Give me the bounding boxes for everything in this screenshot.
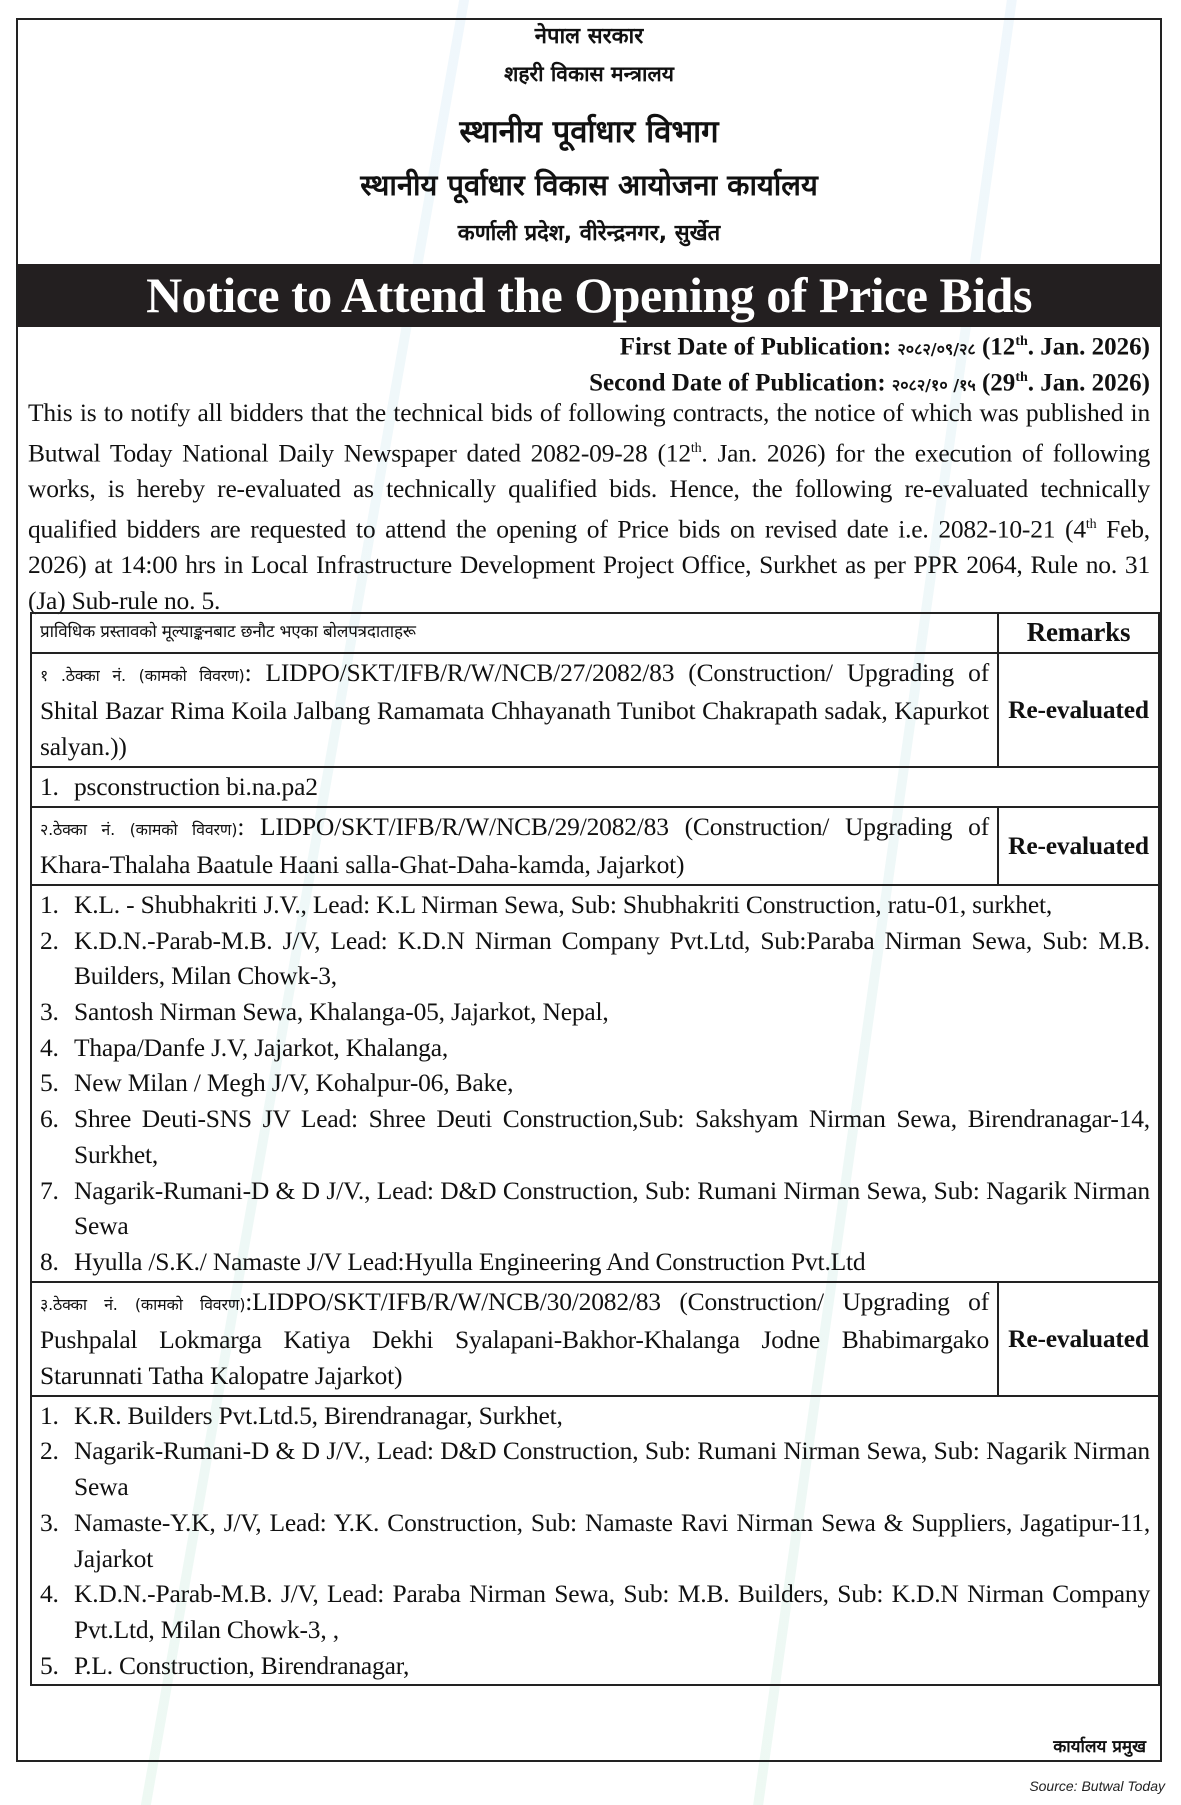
bidder-number: 3. xyxy=(40,997,59,1027)
bidder-name: Namaste-Y.K, J/V, Lead: Y.K. Construction, Sub: Namaste Ravi Nirman Sewa & Suppliers, Jagatipur-11, Jajarkot xyxy=(74,1507,1150,1573)
government-name: नेपाल सरकार xyxy=(534,24,644,49)
notice-title: Notice to Attend the Opening of Price Bids xyxy=(18,264,1160,327)
bidders-table xyxy=(30,612,1160,1686)
bidder-number: 8. xyxy=(40,1246,59,1276)
contract-text: :LIDPO/SKT/IFB/R/W/NCB/30/2082/83 (Construction/ Upgrading of Pushpalal Lokmarga Katiya Dekhi Syalapani-Bakhor-Khalanga Jodne Bhabimargako Starunnati Tatha Kalopatre Jajarkot) xyxy=(40,1286,989,1391)
bidder-name: Nagarik-Rumani-D & D J/V., Lead: D&D Construction, Sub: Rumani Nirman Sewa, Sub: Nagarik Nirman Sewa xyxy=(74,1175,1150,1241)
office-chief-signature: कार्यालय प्रमुख xyxy=(1053,1737,1146,1757)
bidder-name: Thapa/Danfe J.V, Jajarkot, Khalanga, xyxy=(74,1032,448,1062)
list-item xyxy=(40,887,1150,923)
header-bidders: प्राविधिक प्रस्तावको मूल्याङ्कनबाट छनौट भएका बोलपत्रदाताहरू xyxy=(31,613,998,653)
bidder-name: Shree Deuti-SNS JV Lead: Shree Deuti Construction,Sub: Sakshyam Nirman Sewa, Birendranagar-14, Surkhet, xyxy=(74,1104,1150,1169)
list-item xyxy=(40,994,1150,1030)
list-item xyxy=(40,1505,1150,1576)
table-header-row xyxy=(31,613,1159,653)
second-publication-date: Second Date of Publication: २०८२/१० /१५ (29th. Jan. 2026) xyxy=(589,369,1150,397)
bidder-name: K.D.N.-Parab-M.B. J/V, Lead: K.D.N Nirman Company Pvt.Ltd, Sub:Paraba Nirman Sewa, Sub: M.B. Builders, Milan Chowk-3, xyxy=(74,925,1150,991)
bidders-row xyxy=(31,1396,1159,1686)
bidder-number: 2. xyxy=(40,1436,59,1466)
department-name: स्थानीय पूर्वाधार विभाग xyxy=(459,114,719,150)
bidder-name: P.L. Construction, Birendranagar, xyxy=(74,1650,410,1680)
bidder-number: 5. xyxy=(40,1068,59,1098)
contract-row xyxy=(31,1282,1159,1396)
bidder-name: psconstruction bi.na.pa2 xyxy=(74,771,318,801)
list-item xyxy=(40,923,1150,994)
notice-frame xyxy=(16,18,1162,1762)
list-item xyxy=(40,1576,1150,1647)
bidders-row xyxy=(31,885,1159,1282)
ministry-name: शहरी विकास मन्त्रालय xyxy=(504,62,674,86)
list-item xyxy=(40,1173,1150,1244)
bidder-name: K.D.N.-Parab-M.B. J/V, Lead: Paraba Nirman Sewa, Sub: M.B. Builders, Sub: K.D.N Nirman Company Pvt.Ltd, Milan Chowk-3, , xyxy=(74,1579,1150,1644)
bidders-list-cell xyxy=(31,767,1159,807)
contract-remark: Re-evaluated xyxy=(998,653,1159,767)
contract-description xyxy=(31,1282,998,1396)
bidder-number: 5. xyxy=(40,1650,59,1680)
bidder-name: K.R. Builders Pvt.Ltd.5, Birendranagar, Surkhet, xyxy=(74,1400,563,1430)
list-item xyxy=(40,1065,1150,1101)
bidder-number: 3. xyxy=(40,1507,59,1537)
list-item xyxy=(40,1030,1150,1066)
bidder-number: 6. xyxy=(40,1104,59,1134)
bidder-number: 4. xyxy=(40,1032,59,1062)
list-item xyxy=(40,1244,1150,1280)
bidder-number: 1. xyxy=(40,1400,59,1430)
bidders-list-cell xyxy=(31,1396,1159,1686)
bidder-name: Santosh Nirman Sewa, Khalanga-05, Jajarkot, Nepal, xyxy=(74,997,609,1027)
bidder-name: New Milan / Megh J/V, Kohalpur-06, Bake, xyxy=(74,1068,514,1098)
bidders-list xyxy=(40,887,1150,1280)
contract-row xyxy=(31,653,1159,767)
notice-body: This is to notify all bidders that the technical bids of following contracts, the notice of which was published in Butwal Today National Daily Newspaper dated 2082-09-28 (12th. Jan. 2026) for the execution of following works, is hereby re-evaluated as technically qualified bids. Hence, the following re-evaluated technically qualified bidders are requested to attend the opening of Price bids on revised date i.e. 2082-10-21 (4th Feb, 2026) at 14:00 hrs in Local Infrastructure Development Project Office, Surkhet as per PPR 2064, Rule no. 31 (Ja) Sub-rule no. 5. xyxy=(28,398,1150,615)
contract-text: : LIDPO/SKT/IFB/R/W/NCB/27/2082/83 (Construction/ Upgrading of Shital Bazar Rima Koila Jalbang Ramamata Chhayanath Tunibot Chakrapath sadak, Kapurkot salyan.)) xyxy=(40,657,989,762)
bidder-name: K.L. - Shubhakriti J.V., Lead: K.L Nirman Sewa, Sub: Shubhakriti Construction, ratu-01, surkhet, xyxy=(74,889,1053,919)
bidders-list-cell xyxy=(31,885,1159,1282)
bidder-number: 7. xyxy=(40,1175,59,1205)
contract-remark: Re-evaluated xyxy=(998,1282,1159,1396)
bidders-list xyxy=(40,1398,1150,1684)
bidder-number: 1. xyxy=(40,771,59,801)
contract-number-label: १ .ठेक्का नं. (कामको विवरण) xyxy=(40,665,245,685)
bidder-number: 4. xyxy=(40,1579,59,1609)
contract-number-label: ३.ठेक्का नं. (कामको विवरण) xyxy=(40,1294,246,1314)
source-credit: Source: Butwal Today xyxy=(1029,1778,1165,1794)
list-item xyxy=(40,1433,1150,1504)
header-remarks: Remarks xyxy=(998,613,1159,653)
contract-description xyxy=(31,653,998,767)
office-name: स्थानीय पूर्वाधार विकास आयोजना कार्यालय xyxy=(360,168,818,202)
list-item xyxy=(40,1101,1150,1172)
bidder-name: Nagarik-Rumani-D & D J/V., Lead: D&D Construction, Sub: Rumani Nirman Sewa, Sub: Nagarik Nirman Sewa xyxy=(74,1436,1150,1502)
bidder-name: Hyulla /S.K./ Namaste J/V Lead:Hyulla Engineering And Construction Pvt.Ltd xyxy=(74,1246,866,1276)
list-item xyxy=(40,1648,1150,1684)
list-item xyxy=(40,769,1150,805)
bidder-number: 1. xyxy=(40,889,59,919)
bidder-number: 2. xyxy=(40,925,59,955)
list-item xyxy=(40,1398,1150,1434)
contract-text: : LIDPO/SKT/IFB/R/W/NCB/29/2082/83 (Construction/ Upgrading of Khara-Thalaha Baatule Haani salla-Ghat-Daha-kamda, Jajarkot) xyxy=(40,811,989,880)
bidders-row xyxy=(31,767,1159,807)
contract-remark: Re-evaluated xyxy=(998,807,1159,885)
bidders-list xyxy=(40,769,1150,805)
contract-description xyxy=(31,807,998,885)
contract-number-label: २.ठेक्का नं. (कामको विवरण) xyxy=(40,819,238,839)
office-address: कर्णाली प्रदेश, वीरेन्द्रनगर, सुर्खेत xyxy=(457,221,721,246)
contract-row xyxy=(31,807,1159,885)
first-publication-date: First Date of Publication: २०८२/०९/२८ (12th. Jan. 2026) xyxy=(619,333,1150,361)
